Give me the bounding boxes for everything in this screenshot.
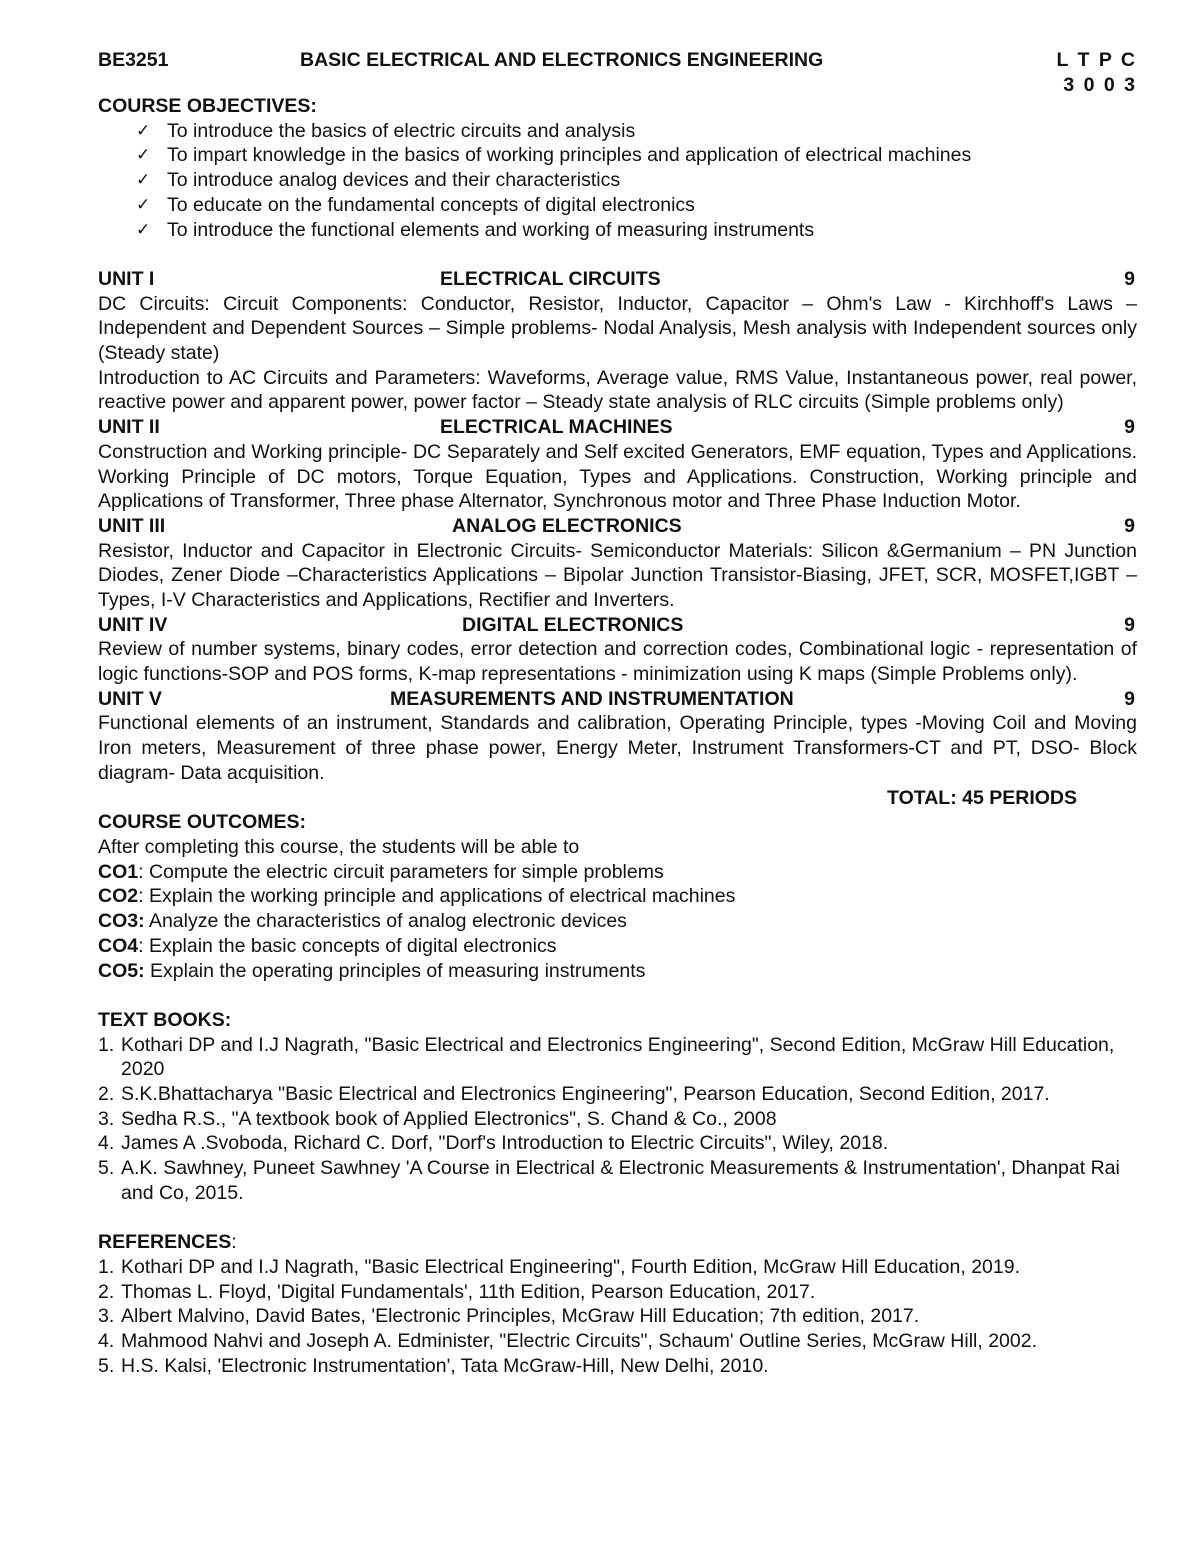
references-list — [98, 1255, 1137, 1379]
unit-label: UNIT IV — [98, 613, 168, 636]
unit-1-paragraph: DC Circuits: Circuit Components: Conductor, Resistor, Inductor, Capacitor – Ohm's Law - Kirchhoff's Laws – Independent and Dependent Sources – Simple problems- Nodal Analysis, Mesh analysis with Independent sources only (Steady state) — [98, 292, 1137, 364]
unit-periods: 9 — [1124, 613, 1135, 636]
objective-item: ✓ To introduce the functional elements and working of measuring instruments — [136, 218, 815, 241]
textbook-item: 1. Kothari DP and I.J Nagrath, "Basic Electrical and Electronics Engineering", Second Edition, McGraw Hill Education, 2020 — [98, 1033, 1115, 1081]
unit-periods: 9 — [1124, 687, 1135, 710]
unit-label: UNIT I — [98, 267, 155, 290]
ltpc-values: 3 0 0 3 — [1063, 74, 1137, 96]
unit-title: ELECTRICAL MACHINES — [440, 416, 673, 439]
unit-title: ELECTRICAL CIRCUITS — [440, 267, 661, 290]
textbooks-list — [98, 1033, 1137, 1206]
unit-label: UNIT II — [98, 416, 160, 439]
unit-title: DIGITAL ELECTRONICS — [462, 613, 684, 636]
outcome-item: CO3: Analyze the characteristics of analog electronic devices — [98, 910, 627, 933]
objective-item: ✓ To impart knowledge in the basics of working principles and application of electrical machines — [136, 144, 972, 167]
textbook-item: 4. James A .Svoboda, Richard C. Dorf, "Dorf's Introduction to Electric Circuits", Wiley, 2018. — [98, 1132, 889, 1155]
objectives-heading: COURSE OBJECTIVES: — [98, 95, 317, 117]
total-periods: TOTAL: 45 PERIODS — [887, 786, 1077, 809]
objective-item: ✓ To introduce analog devices and their characteristics — [136, 169, 621, 192]
unit-4-heading — [98, 613, 1137, 638]
references-heading: REFERENCES: — [98, 1231, 237, 1254]
ltpc-block — [1057, 48, 1137, 98]
unit-3-paragraph: Resistor, Inductor and Capacitor in Electronic Circuits- Semiconductor Materials: Silicon &Germanium – PN Junction Diodes, Zener Diode –Characteristics Applications – Bipolar Junction Transistor-Biasing, JFET, SCR, MOSFET,IGBT – Types, I-V Characteristics and Applications, Rectifier and Inverters. — [98, 539, 1137, 611]
course-title: BASIC ELECTRICAL AND ELECTRONICS ENGINEERING — [300, 49, 824, 71]
outcome-item: CO2: Explain the working principle and applications of electrical machines — [98, 885, 736, 908]
objective-item: ✓ To educate on the fundamental concepts of digital electronics — [136, 193, 695, 216]
unit-4-paragraph: Review of number systems, binary codes, error detection and correction codes, Combinational logic - representation of logic functions-SOP and POS forms, K-map representations - minimization using K maps (Simple Problems only). — [98, 638, 1137, 686]
outcome-item: CO1: Compute the electric circuit parameters for simple problems — [98, 860, 664, 883]
reference-item: 1. Kothari DP and I.J Nagrath, "Basic Electrical Engineering", Fourth Edition, McGraw Hill Education, 2019. — [98, 1255, 1020, 1278]
course-code: BE3251 — [98, 49, 169, 71]
checkmark-icon: ✓ — [136, 145, 151, 165]
objectives-list — [98, 119, 1137, 243]
reference-item: 4. Mahmood Nahvi and Joseph A. Edminister, "Electric Circuits", Schaum' Outline Series, McGraw Hill, 2002. — [98, 1330, 1038, 1353]
unit-3-heading — [98, 514, 1137, 539]
textbook-item: 2. S.K.Bhattacharya "Basic Electrical and Electronics Engineering", Pearson Education, Second Edition, 2017. — [98, 1083, 1050, 1106]
reference-item: 2. Thomas L. Floyd, 'Digital Fundamentals', 11th Edition, Pearson Education, 2017. — [98, 1280, 816, 1303]
textbooks-heading: TEXT BOOKS: — [98, 1008, 232, 1031]
outcomes-intro: After completing this course, the students will be able to — [98, 836, 580, 858]
unit-5-paragraph: Functional elements of an instrument, Standards and calibration, Operating Principle, types -Moving Coil and Moving Iron meters, Measurement of three phase power, Energy Meter, Instrument Transformers-CT and PT, DSO- Block diagram- Data acquisition. — [98, 712, 1137, 784]
unit-periods: 9 — [1124, 416, 1135, 439]
unit-2-heading — [98, 415, 1137, 440]
outcome-item: CO4: Explain the basic concepts of digital electronics — [98, 934, 557, 957]
unit-label: UNIT V — [98, 687, 162, 710]
checkmark-icon: ✓ — [136, 219, 151, 239]
unit-title: ANALOG ELECTRONICS — [452, 514, 682, 537]
course-header — [98, 44, 1137, 94]
checkmark-icon: ✓ — [136, 120, 151, 140]
checkmark-icon: ✓ — [136, 194, 151, 214]
checkmark-icon: ✓ — [136, 170, 151, 190]
reference-item: 5. H.S. Kalsi, 'Electronic Instrumentation', Tata McGraw-Hill, New Delhi, 2010. — [98, 1354, 769, 1377]
unit-periods: 9 — [1124, 514, 1135, 537]
unit-5-heading — [98, 687, 1137, 712]
unit-title: MEASUREMENTS AND INSTRUMENTATION — [390, 687, 794, 710]
outcomes-heading: COURSE OUTCOMES: — [98, 811, 307, 834]
unit-1-paragraph: Introduction to AC Circuits and Parameters: Waveforms, Average value, RMS Value, Instantaneous power, real power, reactive power and apparent power, power factor – Steady state analysis of RLC circuits (Simple problems only) — [98, 366, 1137, 414]
outcome-item: CO5: Explain the operating principles of measuring instruments — [98, 959, 646, 982]
textbook-item: 3. Sedha R.S., "A textbook book of Applied Electronics", S. Chand & Co., 2008 — [98, 1107, 777, 1130]
reference-item: 3. Albert Malvino, David Bates, 'Electronic Principles, McGraw Hill Education; 7th edition, 2017. — [98, 1305, 920, 1328]
unit-2-paragraph: Construction and Working principle- DC Separately and Self excited Generators, EMF equation, Types and Applications. Working Principle of DC motors, Torque Equation, Types and Applications. Construction, Working principle and Applications of Transformer, Three phase Alternator, Synchronous motor and Three Phase Induction Motor. — [98, 440, 1137, 513]
textbook-item: 5. A.K. Sawhney, Puneet Sawhney 'A Course in Electrical & Electronic Measurements & Instrumentation', Dhanpat Rai and Co, 2015. — [98, 1157, 1120, 1204]
ltpc-label: L T P C — [1056, 49, 1137, 71]
objective-item: ✓ To introduce the basics of electric circuits and analysis — [136, 119, 636, 142]
unit-label: UNIT III — [98, 514, 166, 537]
unit-periods: 9 — [1124, 267, 1135, 290]
unit-1-heading — [98, 267, 1137, 292]
